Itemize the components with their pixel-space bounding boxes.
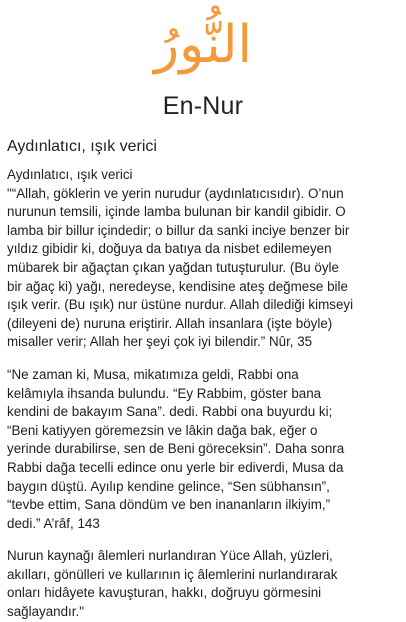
arabic-name-text: النُّورُ: [154, 15, 252, 75]
text-line: (dileyeni de) nuruna eriştirir. Allah insanlara (işte böyle): [7, 315, 333, 331]
text-line: yıldız gibidir ki, doğuya da batıya da nisbet edilemeyen: [7, 241, 332, 257]
text-line: “tevbe ettim, Sana döndüm ve ben inananların ilkiyim,”: [7, 497, 331, 513]
text-line: yerinde durabilirse, sen de Beni göreceksin”. Daha sonra: [7, 441, 345, 457]
text-line: lamba bir billur içindedir; o billur da sanki inciye benzer bir: [7, 222, 350, 238]
text-line: Nurun kaynağı âlemleri nurlandıran Yüce Allah, yüzleri,: [7, 548, 333, 564]
description-paragraph: [7, 166, 399, 352]
text-line: baygın düştü. Ayılıp kendine gelince, “Sen sübhansın”,: [7, 478, 330, 494]
paragraph-gap: [7, 352, 399, 366]
text-line: “Ne zaman ki, Musa, mikatımıza geldi, Rabbi ona: [7, 366, 299, 382]
text-line: nurunun temsili, içinde lamba bulunan bir kandil gibidir. O: [7, 204, 346, 220]
text-line: dedi.” A’râf, 143: [7, 515, 100, 531]
arabic-calligraphy-image: [133, 0, 273, 86]
text-line: kendini de bakayım Sana”. dedi. Rabbi ona buyurdu ki;: [7, 404, 333, 420]
description-paragraph: [7, 366, 399, 533]
text-line: onları hidâyete kavuşturan, hakkı, doğruyu görmesini: [7, 585, 322, 601]
meaning-heading: Aydınlatıcı, ışık verici: [7, 138, 157, 155]
text-line: Aydınlatıcı, ışık verici: [7, 167, 133, 182]
text-line: kelâmıyla ihsanda bulundu. “Ey Rabbim, göster bana: [7, 385, 322, 401]
description-text: [7, 166, 399, 622]
text-line: "“Allah, göklerin ve yerin nurudur (aydınlatıcısıdır). O’nun: [7, 185, 344, 201]
text-line: sağlayandır.": [7, 604, 84, 620]
paragraph-gap: [7, 533, 399, 547]
text-line: mübarek bir ağaçtan çıkan yağdan tutuşturulur. (Bu öyle: [7, 259, 339, 275]
text-line: akılları, gönülleri ve kullarının iç âlemlerini nurlandırarak: [7, 566, 338, 582]
text-line: bir ağaç ki) yağı, neredeyse, kendisine ateş değmese bile: [7, 278, 348, 294]
description-paragraph: [7, 547, 399, 621]
text-line: Rabbi dağa tecelli edince onu yerle bir ediverdi, Musa da: [7, 459, 344, 475]
text-line: ışık verir. (Bu ışık) nur üstüne nurdur. Allah dilediği kimseyi: [7, 297, 354, 313]
page-title: En-Nur: [162, 92, 244, 120]
text-line: misaller verir; Allah her şeyi çok iyi bilendir.” Nûr, 35: [7, 334, 313, 350]
arabic-calligraphy: [0, 0, 406, 86]
text-line: “Beni katiyyen göremezsin ve lâkin dağa bak, eğer o: [7, 422, 318, 438]
